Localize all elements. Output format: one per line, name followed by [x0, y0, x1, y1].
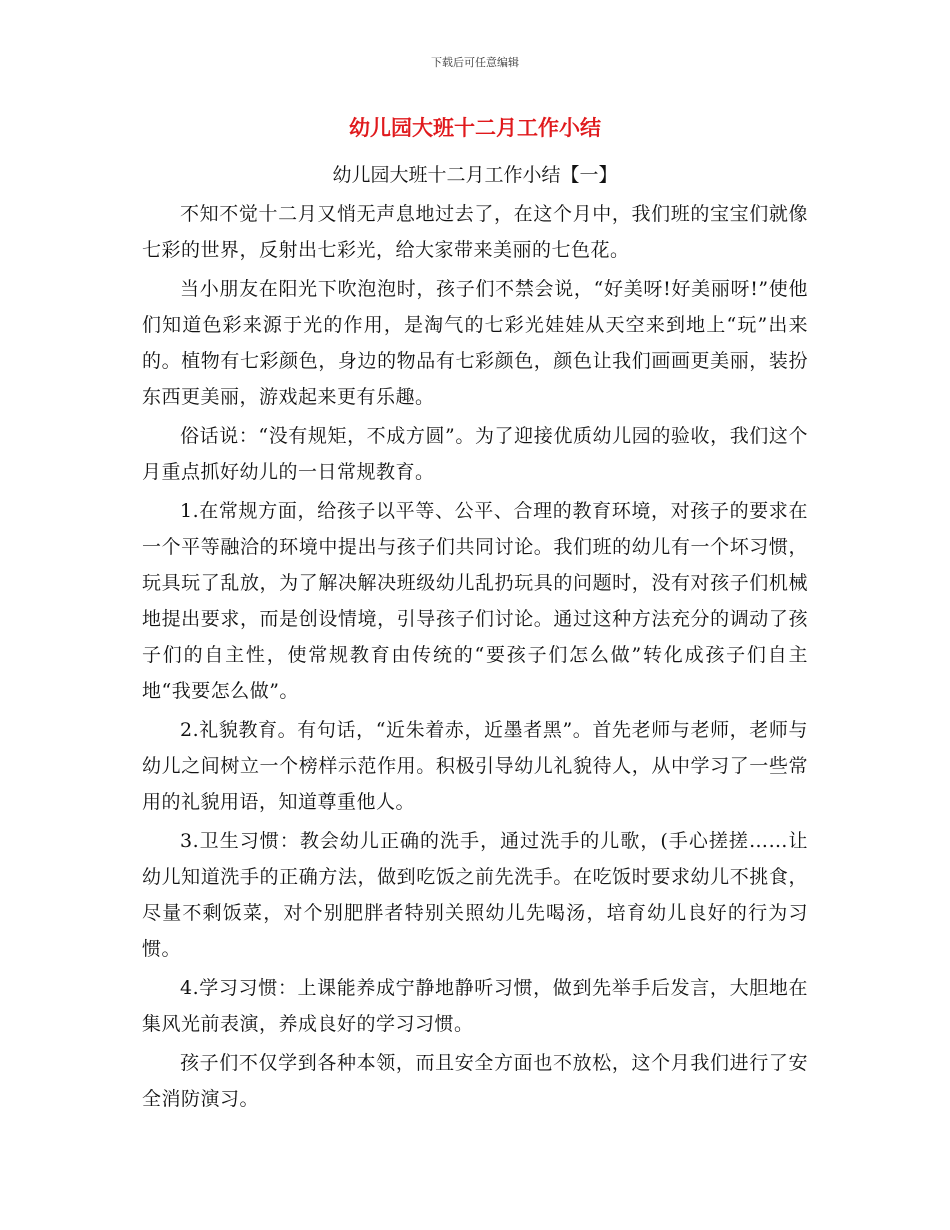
- paragraph-routine: 1.在常规方面，给孩子以平等、公平、合理的教育环境，对孩子的要求在一个平等融洽的环境中提出与孩子们共同讨论。我们班的幼儿有一个坏习惯，玩具玩了乱放，为了解决解决班级幼儿乱扔玩具的问题时，没有对孩子们机械地提出要求，而是创设情境，引导孩子们讨论。通过这种方法充分的调动了孩子们的自主性，使常规教育由传统的“要孩子们怎么做”转化成孩子们自主地“我要怎么做”。: [142, 500, 808, 702]
- paragraph-intro: 不知不觉十二月又悄无声息地过去了，在这个月中，我们班的宝宝们就像七彩的世界，反射出七彩光，给大家带来美丽的七色花。: [142, 203, 808, 261]
- paragraph-study: 4.学习习惯：上课能养成宁静地静听习惯，做到先举手后发言，大胆地在集风光前表演，养成良好的学习习惯。: [142, 977, 808, 1035]
- paragraph-manners: 2.礼貌教育。有句话，“近朱着赤，近墨者黑”。首先老师与老师，老师与幼儿之间树立一个榜样示范作用。积极引导幼儿礼貌待人，从中学习了一些常用的礼貌用语，知道尊重他人。: [142, 719, 808, 813]
- paragraph-bubbles: 当小朋友在阳光下吹泡泡时，孩子们不禁会说，“好美呀!好美丽呀!”使他们知道色彩来源于光的作用，是淘气的七彩光娃娃从天空来到地上“玩”出来的。植物有七彩颜色，身边的物品有七彩颜色，颜色让我们画画更美丽，装扮东西更美丽，游戏起来更有乐趣。: [142, 278, 808, 408]
- paragraph-hygiene: 3.卫生习惯：教会幼儿正确的洗手，通过洗手的儿歌，(手心搓搓……让幼儿知道洗手的正确方法，做到吃饭之前先洗手。在吃饭时要求幼儿不挑食，尽量不剩饭菜，对个别肥胖者特别关照幼儿先喝汤，培育幼儿良好的行为习惯。: [142, 830, 808, 960]
- paragraph-safety: 孩子们不仅学到各种本领，而且安全方面也不放松，这个月我们进行了安全消防演习。: [142, 1052, 808, 1110]
- document-title: 幼儿园大班十二月工作小结: [349, 116, 601, 140]
- header-note: 下载后可任意编辑: [431, 56, 519, 69]
- paragraph-rules: 俗话说：“没有规矩，不成方圆”。为了迎接优质幼儿园的验收，我们这个月重点抓好幼儿的一日常规教育。: [142, 425, 808, 483]
- document-subtitle: 幼儿园大班十二月工作小结【一】: [332, 164, 618, 186]
- document-body: [142, 196, 808, 1120]
